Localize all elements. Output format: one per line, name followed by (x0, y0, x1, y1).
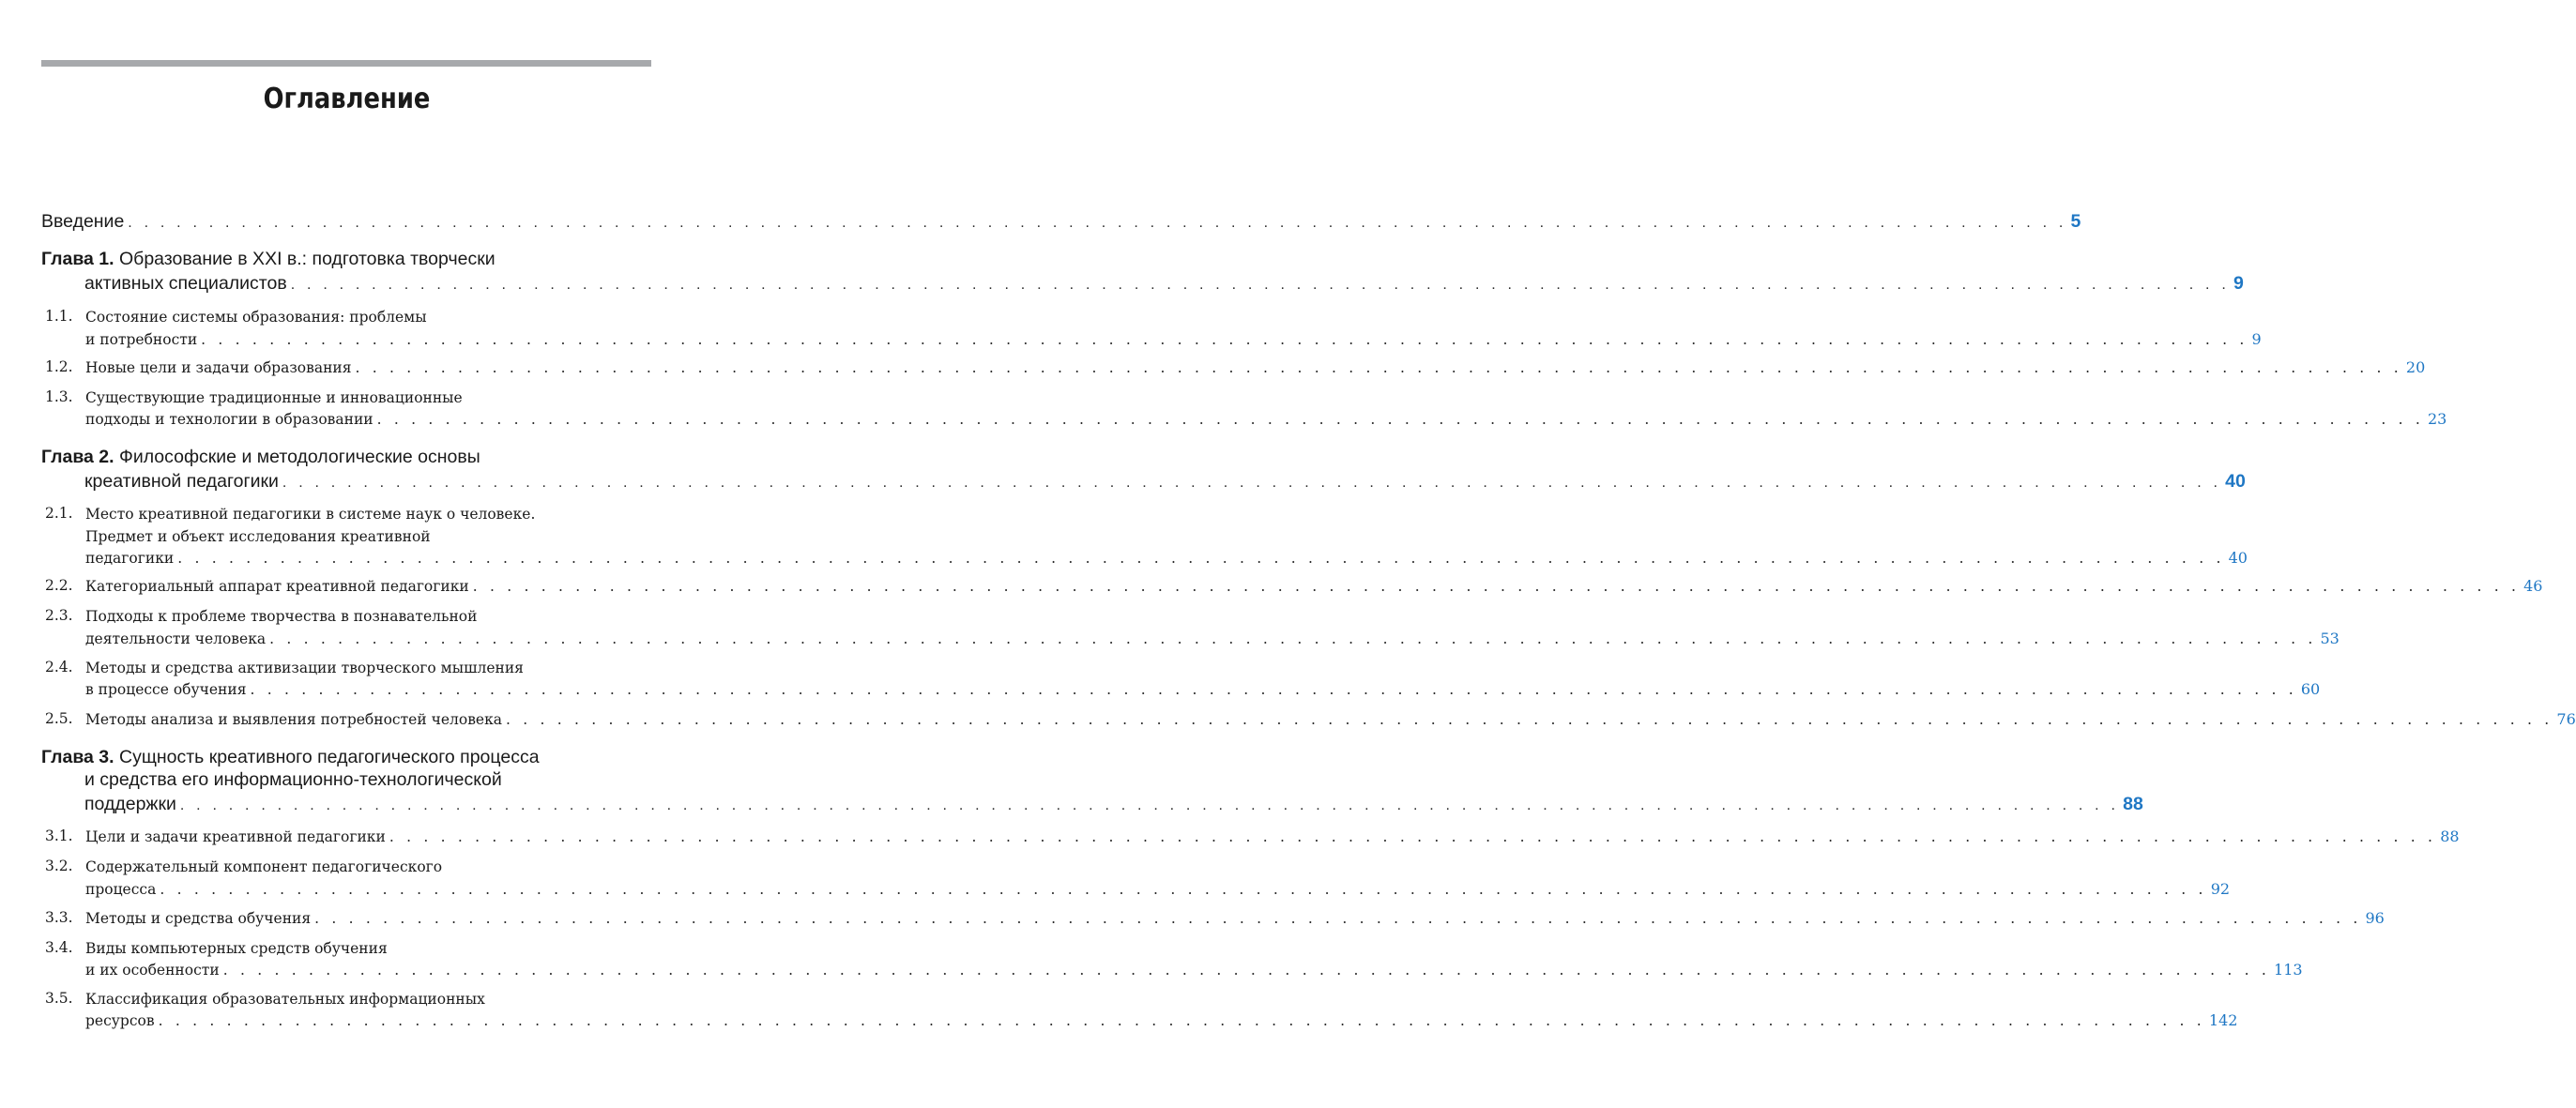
entry-title-text: Методы и средства обучения (85, 909, 312, 927)
entry-title-text: Существующие традиционные и инновационные (85, 388, 463, 406)
dot-leader: . . . . . . . . . . . . . . . . . . . . . . . . . . . . . . . . . . . . . . . . . . . . . . . . . . . . . . . . . . . . . . . . . . . . . . . . . . . . . . . . . . . . . . . . . . . . . . . . . . . . . . . . . . . . . . . . . . . . . . . . (269, 630, 2317, 647)
page-number[interactable]: 92 (2210, 879, 2231, 898)
page-number[interactable]: 9 (2233, 272, 2244, 294)
entry-title-text: Классификация образовательных информационных (85, 990, 485, 1008)
entry-title-text: Сущность креативного педагогического процесса (114, 746, 540, 767)
entry-title-text: Философские и методологические основы (114, 446, 480, 467)
page-number[interactable]: 46 (2523, 576, 2543, 595)
page-number[interactable]: 40 (2225, 470, 2246, 492)
toc-line (85, 679, 2321, 699)
dot-leader: . . . . . . . . . . . . . . . . . . . . . . . . . . . . . . . . . . . . . . . . . . . . . . . . . . . . . . . . . . . . . . . . . . . . . . . . . . . . . . . . . . . . . . . . . . . . . . . . . . . . . . . . . . . . . . . . . . . . . . . . (472, 577, 2521, 595)
toc-line (85, 357, 2426, 377)
entry-title-text: Категориальный аппарат креативной педагогики (85, 577, 469, 595)
page-number[interactable]: 53 (2320, 629, 2340, 647)
entry-title-text: Место креативной педагогики в системе наук о человеке. (85, 505, 536, 523)
page-number[interactable]: 76 (2556, 709, 2576, 728)
section-number: 2.2. (45, 576, 73, 594)
entry-title-text: креативной педагогики (84, 470, 279, 492)
dot-leader: . . . . . . . . . . . . . . . . . . . . . . . . . . . . . . . . . . . . . . . . . . . . . . . . . . . . . . . . . . . . . . . . . . . . . . . . . . . . . . . . . . . . . . . . . . . . . . . . . . . . . . . . . . . . . . . . . . . . . . . . (355, 358, 2402, 376)
toc-line (85, 827, 2460, 846)
section-number: 1.2. (45, 357, 73, 375)
entry-title-text: Методы анализа и выявления потребностей человека (85, 710, 503, 728)
toc-line (85, 939, 651, 958)
dot-leader: . . . . . . . . . . . . . . . . . . . . . . . . . . . . . . . . . . . . . . . . . . . . . . . . . . . . . . . . . . . . . . . . . . . . . . . . . . . . . . . . . . . . . . . . . . . . . . . . . . . . . . . . . . . . . . . . . . . . . . . . (389, 827, 2437, 845)
toc-line (41, 446, 651, 469)
section-number: 2.5. (45, 709, 73, 727)
toc-line (85, 990, 651, 1009)
toc-line (85, 879, 2231, 899)
entry-title-text: и их особенности (85, 961, 220, 979)
entry-title-text: поддержки (84, 793, 176, 814)
toc-line (41, 746, 651, 769)
dot-leader: . . . . . . . . . . . . . . . . . . . . . . . . . . . . . . . . . . . . . . . . . . . . . . . . . . . . . . . . . . . . . . . . . . . . . . . . . . . . . . . . . . . . . . . . . . . . . . . . . . . . . . . . . . . . . . . . . . . . . . . . (506, 710, 2553, 728)
section-number: 3.4. (45, 938, 73, 956)
page-number[interactable]: 23 (2427, 409, 2447, 428)
dot-leader: . . . . . . . . . . . . . . . . . . . . . . . . . . . . . . . . . . . . . . . . . . . . . . . . . . . . . . . . . . . . . . . . . . . . . . . . . . . . . . . . . . . . . . . . . . . . . . . . . . . . . . . . . . . . . . . . . . . . . . . . (179, 797, 2120, 813)
dot-leader: . . . . . . . . . . . . . . . . . . . . . . . . . . . . . . . . . . . . . . . . . . . . . . . . . . . . . . . . . . . . . . . . . . . . . . . . . . . . . . . . . . . . . . . . . . . . . . . . . . . . . . . . . . . . . . . . . . . . . . . . (282, 474, 2222, 491)
section-number: 3.2. (45, 857, 73, 874)
toc-line (85, 908, 2385, 928)
entry-title-text: Предмет и объект исследования креативной (85, 527, 431, 545)
toc-line (85, 548, 2248, 568)
toc-line (41, 248, 651, 271)
dot-leader: . . . . . . . . . . . . . . . . . . . . . . . . . . . . . . . . . . . . . . . . . . . . . . . . . . . . . . . . . . . . . . . . . . . . . . . . . . . . . . . . . . . . . . . . . . . . . . . . . . . . . . . . . . . . . . . . . . . . . . . . (314, 909, 2362, 927)
dot-leader: . . . . . . . . . . . . . . . . . . . . . . . . . . . . . . . . . . . . . . . . . . . . . . . . . . . . . . . . . . . . . . . . . . . . . . . . . . . . . . . . . . . . . . . . . . . . . . . . . . . . . . . . . . . . . . . . . . . . . . . . (177, 549, 2225, 567)
section-number: 1.1. (45, 307, 73, 325)
entry-title-text: Образование в XXI в.: подготовка творчески (114, 248, 495, 269)
section-number: 2.3. (45, 606, 73, 624)
toc-line (85, 629, 2340, 648)
page-number[interactable]: 113 (2274, 960, 2303, 979)
entry-title-text: Виды компьютерных средств обучения (85, 939, 388, 957)
section-number: 1.3. (45, 387, 73, 405)
page-number[interactable]: 142 (2208, 1010, 2238, 1029)
toc-line (84, 272, 2244, 296)
toc-line (85, 576, 2543, 596)
entry-title-text: подходы и технологии в образовании (85, 410, 373, 428)
dot-leader: . . . . . . . . . . . . . . . . . . . . . . . . . . . . . . . . . . . . . . . . . . . . . . . . . . . . . . . . . . . . . . . . . . . . . . . . . . . . . . . . . . . . . . . . . . . . . . . . . . . . . . . . . . . . . . . . . . . . . . . . (250, 680, 2297, 698)
toc-line (84, 470, 2246, 493)
toc-line (85, 858, 651, 876)
toc-line (41, 210, 2081, 234)
chapter-label: Глава 3. (41, 746, 114, 767)
entry-title-text: активных специалистов (84, 272, 287, 294)
page-number[interactable]: 88 (2123, 793, 2143, 814)
dot-leader: . . . . . . . . . . . . . . . . . . . . . . . . . . . . . . . . . . . . . . . . . . . . . . . . . . . . . . . . . . . . . . . . . . . . . . . . . . . . . . . . . . . . . . . . . . . . . . . . . . . . . . . . . . . . . . . . . . . . . . . . (128, 214, 2067, 231)
section-number: 3.3. (45, 908, 73, 926)
toc-line (84, 793, 2143, 816)
entry-title-text: Введение (41, 210, 125, 232)
dot-leader: . . . . . . . . . . . . . . . . . . . . . . . . . . . . . . . . . . . . . . . . . . . . . . . . . . . . . . . . . . . . . . . . . . . . . . . . . . . . . . . . . . . . . . . . . . . . . . . . . . . . . . . . . . . . . . . . . . . . . . . . (222, 961, 2271, 979)
entry-title-text: Состояние системы образования: проблемы (85, 308, 427, 326)
toc-line (85, 388, 651, 407)
toc-line (85, 527, 651, 546)
entry-title-text: и средства его информационно-технологической (84, 768, 502, 790)
entry-title-text: ресурсов (85, 1011, 155, 1029)
toc-line (84, 768, 651, 792)
page-number[interactable]: 96 (2365, 908, 2385, 927)
entry-title-text: Подходы к проблеме творчества в познавательной (85, 607, 478, 625)
entry-title-text: процесса (85, 880, 157, 898)
page-number[interactable]: 20 (2405, 357, 2426, 376)
entry-title-text: Новые цели и задачи образования (85, 358, 352, 376)
toc-line (85, 960, 2303, 979)
dot-leader: . . . . . . . . . . . . . . . . . . . . . . . . . . . . . . . . . . . . . . . . . . . . . . . . . . . . . . . . . . . . . . . . . . . . . . . . . . . . . . . . . . . . . . . . . . . . . . . . . . . . . . . . . . . . . . . . . . . . . . . . (160, 880, 2207, 898)
page-number[interactable]: 60 (2300, 679, 2321, 698)
section-number: 2.4. (45, 658, 73, 675)
page-number[interactable]: 9 (2251, 329, 2262, 348)
entry-title-text: и потребности (85, 330, 198, 348)
page-title: Оглавление (263, 83, 431, 115)
toc-line (85, 329, 2262, 349)
section-number: 3.5. (45, 989, 73, 1007)
page-number[interactable]: 88 (2440, 827, 2460, 845)
dot-leader: . . . . . . . . . . . . . . . . . . . . . . . . . . . . . . . . . . . . . . . . . . . . . . . . . . . . . . . . . . . . . . . . . . . . . . . . . . . . . . . . . . . . . . . . . . . . . . . . . . . . . . . . . . . . . . . . . . . . . . . . (376, 410, 2424, 428)
toc-line (85, 709, 2576, 729)
entry-title-text: Методы и средства активизации творческого мышления (85, 659, 524, 676)
entry-title-text: в процессе обучения (85, 680, 247, 698)
dot-leader: . . . . . . . . . . . . . . . . . . . . . . . . . . . . . . . . . . . . . . . . . . . . . . . . . . . . . . . . . . . . . . . . . . . . . . . . . . . . . . . . . . . . . . . . . . . . . . . . . . . . . . . . . . . . . . . . . . . . . . . . (290, 276, 2230, 293)
toc-line (85, 505, 651, 524)
entry-title-text: Содержательный компонент педагогического (85, 858, 443, 875)
toc-line (85, 1010, 2238, 1030)
chapter-label: Глава 1. (41, 248, 114, 269)
page-number[interactable]: 5 (2070, 210, 2081, 232)
page-number[interactable]: 40 (2228, 548, 2248, 567)
entry-title-text: деятельности человека (85, 630, 267, 647)
toc-line (85, 659, 651, 677)
entry-title-text: педагогики (85, 549, 175, 567)
section-number: 3.1. (45, 827, 73, 844)
toc-line (85, 409, 2447, 429)
toc-line (85, 308, 651, 326)
section-number: 2.1. (45, 504, 73, 522)
dot-leader: . . . . . . . . . . . . . . . . . . . . . . . . . . . . . . . . . . . . . . . . . . . . . . . . . . . . . . . . . . . . . . . . . . . . . . . . . . . . . . . . . . . . . . . . . . . . . . . . . . . . . . . . . . . . . . . . . . . . . . . . (158, 1011, 2205, 1029)
entry-title-text: Цели и задачи креативной педагогики (85, 827, 386, 845)
chapter-label: Глава 2. (41, 446, 114, 467)
dot-leader: . . . . . . . . . . . . . . . . . . . . . . . . . . . . . . . . . . . . . . . . . . . . . . . . . . . . . . . . . . . . . . . . . . . . . . . . . . . . . . . . . . . . . . . . . . . . . . . . . . . . . . . . . . . . . . . . . . . . . . . . (201, 330, 2248, 348)
toc-line (85, 607, 651, 626)
